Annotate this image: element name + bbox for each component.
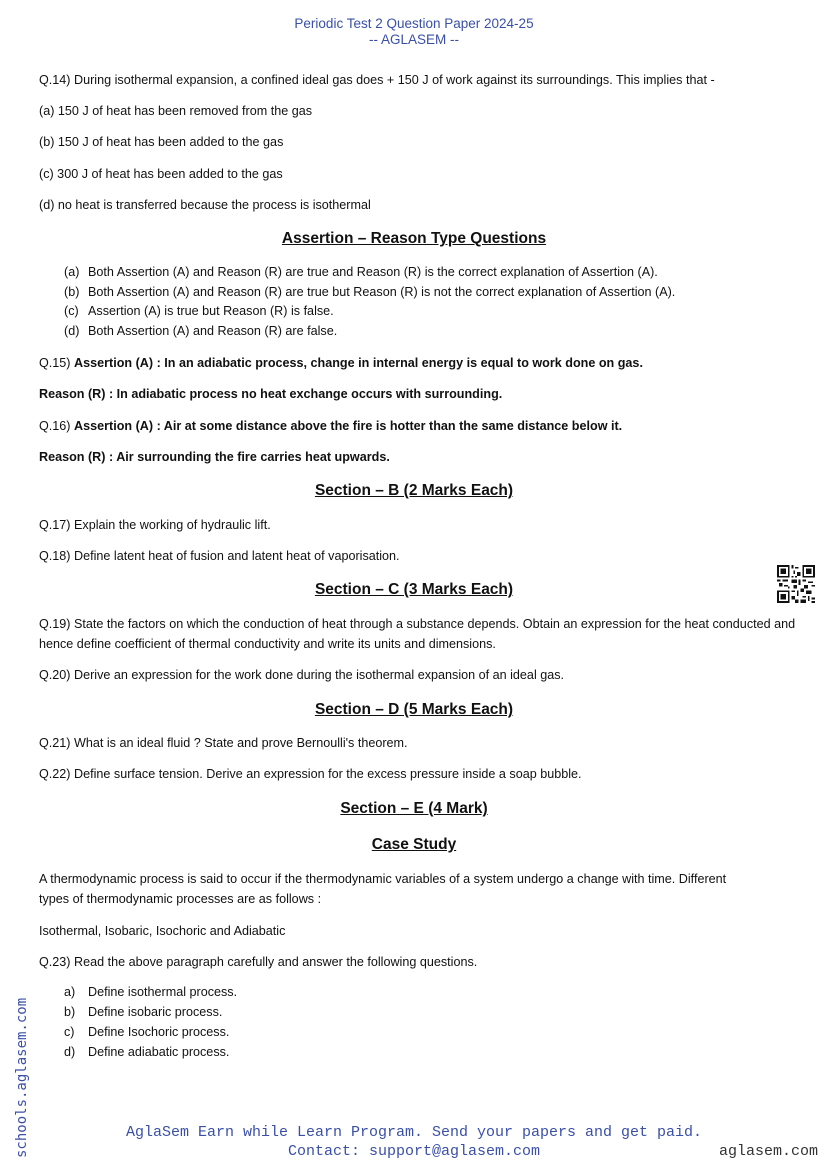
ar-option-label: (a) [64,265,80,279]
q14-option-c: (c) 300 J of heat has been added to the gas [39,167,283,181]
section-b-heading: Section – B (2 Marks Each) [314,482,514,499]
section-d-heading: Section – D (5 Marks Each) [314,701,514,718]
q23-part-b [64,1003,222,1023]
q22: Q.22) Define surface tension. Derive an expression for the excess pressure inside a soap bubble. [39,767,582,781]
q14-option-b: (b) 150 J of heat has been added to the gas [39,135,284,149]
q23-part-label: a) [64,985,76,999]
ar-option-a [64,263,658,283]
q23-part-text: Define isothermal process. [88,985,238,999]
q21: Q.21) What is an ideal fluid ? State and prove Bernoulli's theorem. [39,736,408,750]
q23-part-text: Define isobaric process. [88,1005,223,1019]
footer-program-text: AglaSem Earn while Learn Program. Send your papers and get paid. [125,1124,703,1141]
section-e-heading: Section – E (4 Mark) [340,800,488,817]
ar-option-text: Assertion (A) is true but Reason (R) is false. [88,304,334,318]
ar-option-label: (d) [64,324,80,338]
q14-option-a: (a) 150 J of heat has been removed from the gas [39,104,313,118]
q14-stem: Q.14) During isothermal expansion, a confined ideal gas does + 150 J of work against its surroundings. This implies that - [39,73,715,87]
q18: Q.18) Define latent heat of fusion and latent heat of vaporisation. [39,549,400,563]
q15-reason: Reason (R) : In adiabatic process no heat exchange occurs with surrounding. [39,387,503,401]
q23-part-label: b) [64,1005,76,1019]
ar-option-text: Both Assertion (A) and Reason (R) are true and Reason (R) is the correct explanation of Assertion (A). [88,265,658,279]
header-title: Periodic Test 2 Question Paper 2024-25 [294,16,534,31]
q14-option-d: (d) no heat is transferred because the process is isothermal [39,198,371,212]
ar-option-text: Both Assertion (A) and Reason (R) are false. [88,324,338,338]
ar-option-b [64,283,675,303]
footer-brand[interactable]: aglasem.com [718,1143,818,1160]
process-types: Isothermal, Isobaric, Isochoric and Adiabatic [39,924,286,938]
ar-option-text: Both Assertion (A) and Reason (R) are true but Reason (R) is not the correct explanation of Assertion (A). [88,285,676,299]
q23-part-text: Define adiabatic process. [88,1045,230,1059]
ar-option-label: (b) [64,285,80,299]
q16-assertion [39,416,799,436]
footer-contact[interactable]: Contact: support@aglasem.com [287,1143,541,1160]
ar-option-c [64,302,334,322]
q19: Q.19) State the factors on which the conduction of heat through a substance depends. Obtain an expression for the heat conducted and hence define coefficient of thermal conductivity and write its units and dimensions. [39,617,796,651]
q23-part-text: Define Isochoric process. [88,1025,230,1039]
assertion-reason-heading: Assertion – Reason Type Questions [281,230,547,247]
q16-assertion-text: Assertion (A) : Air at some distance above the fire is hotter than the same distance below it. [74,419,623,433]
case-study-paragraph: A thermodynamic process is said to occur if the thermodynamic variables of a system undergo a change with time. Different types of thermodynamic processes are as follows : [39,872,727,906]
q17: Q.17) Explain the working of hydraulic lift. [39,518,271,532]
q15-assertion-text: Assertion (A) : In an adiabatic process, change in internal energy is equal to work done on gas. [74,356,643,370]
page-header [0,16,828,48]
q16-reason: Reason (R) : Air surrounding the fire carries heat upwards. [39,450,390,464]
q23: Q.23) Read the above paragraph carefully and answer the following questions. [39,955,478,969]
q16-number: Q.16) [39,419,71,433]
q20: Q.20) Derive an expression for the work done during the isothermal expansion of an ideal gas. [39,668,565,682]
q23-part-label: c) [64,1025,75,1039]
q23-part-c [64,1023,229,1043]
q23-part-a [64,983,237,1003]
header-subtitle: -- AGLASEM -- [368,32,459,47]
case-study-heading: Case Study [371,836,457,853]
side-watermark: schools.aglasem.com [14,997,30,1158]
ar-option-label: (c) [64,304,79,318]
q23-part-d [64,1043,229,1063]
qr-code-icon [777,565,815,603]
q15-number: Q.15) [39,356,71,370]
q15-assertion [39,353,799,373]
section-c-heading: Section – C (3 Marks Each) [314,581,514,598]
q23-part-label: d) [64,1045,76,1059]
ar-option-d [64,322,337,342]
